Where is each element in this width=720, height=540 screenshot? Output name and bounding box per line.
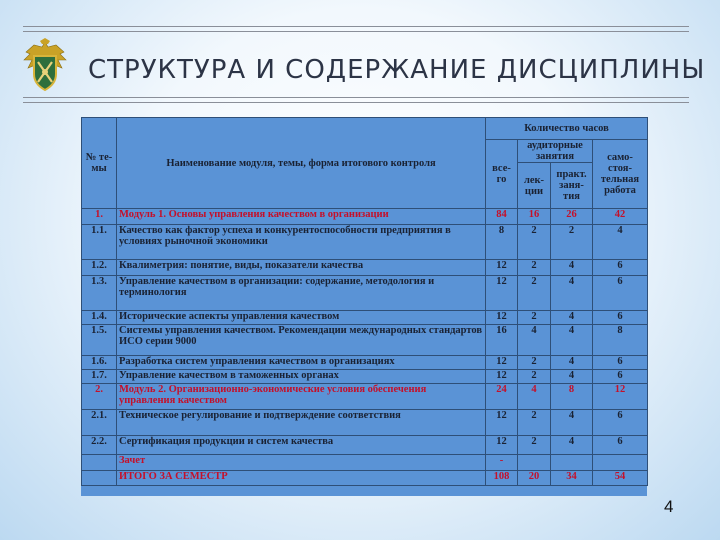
row-number: 1.3. [82, 276, 117, 311]
course-table [81, 117, 648, 486]
row-title: Качество как фактор успеха и конкурентоспособности предприятия в условиях рыночной экономики [117, 225, 486, 260]
row-number: 1.4. [82, 311, 117, 325]
row-self-study-hours [593, 455, 648, 471]
row-title: Системы управления качеством. Рекомендации международных стандартов ИСО серии 9000 [117, 325, 486, 356]
row-total-hours: 12 [486, 436, 518, 455]
row-lecture-hours: 2 [518, 276, 551, 311]
row-number: 1.7. [82, 370, 117, 384]
emblem-logo [20, 38, 70, 94]
table-row [82, 436, 648, 455]
row-total-hours: 84 [486, 209, 518, 225]
row-title: ИТОГО ЗА СЕМЕСТР [117, 471, 486, 486]
row-self-study-hours: 6 [593, 410, 648, 436]
row-number: 1.6. [82, 356, 117, 370]
top-rule-2 [23, 31, 689, 32]
row-lecture-hours: 4 [518, 384, 551, 410]
table-row [82, 356, 648, 370]
header-name: Наименование модуля, темы, форма итогового контроля [117, 118, 486, 209]
row-self-study-hours: 4 [593, 225, 648, 260]
row-lecture-hours: 2 [518, 356, 551, 370]
row-lecture-hours: 20 [518, 471, 551, 486]
row-number: 1.5. [82, 325, 117, 356]
row-practice-hours: 4 [551, 356, 593, 370]
row-self-study-hours: 42 [593, 209, 648, 225]
row-lecture-hours: 2 [518, 311, 551, 325]
row-practice-hours: 26 [551, 209, 593, 225]
table-row [82, 410, 648, 436]
row-title: Сертификация продукции и систем качества [117, 436, 486, 455]
row-practice-hours: 8 [551, 384, 593, 410]
row-number: 2.2. [82, 436, 117, 455]
row-practice-hours: 4 [551, 325, 593, 356]
table-row [82, 311, 648, 325]
header-auditory: аудиторные занятия [518, 140, 593, 163]
row-title: Зачет [117, 455, 486, 471]
row-number: 1. [82, 209, 117, 225]
course-structure-table [81, 117, 647, 496]
row-lecture-hours [518, 455, 551, 471]
row-total-hours: 12 [486, 260, 518, 276]
row-practice-hours: 4 [551, 370, 593, 384]
row-total-hours: 108 [486, 471, 518, 486]
row-number [82, 471, 117, 486]
row-practice-hours: 34 [551, 471, 593, 486]
row-practice-hours: 4 [551, 276, 593, 311]
table-row [82, 209, 648, 225]
row-number: 2.1. [82, 410, 117, 436]
row-total-hours: 16 [486, 325, 518, 356]
row-total-hours: 12 [486, 276, 518, 311]
row-title: Техническое регулирование и подтверждение соответствия [117, 410, 486, 436]
table-row [82, 260, 648, 276]
table-row [82, 471, 648, 486]
row-title: Управление качеством в таможенных органах [117, 370, 486, 384]
table-row [82, 455, 648, 471]
row-title: Модуль 2. Организационно-экономические условия обеспечения управления качеством [117, 384, 486, 410]
row-number: 2. [82, 384, 117, 410]
header-practice: практ. заня- тия [551, 163, 593, 209]
row-number: 1.1. [82, 225, 117, 260]
row-lecture-hours: 4 [518, 325, 551, 356]
row-practice-hours: 4 [551, 436, 593, 455]
row-self-study-hours: 8 [593, 325, 648, 356]
table-row [82, 325, 648, 356]
row-lecture-hours: 2 [518, 410, 551, 436]
table-row [82, 370, 648, 384]
page-number: 4 [664, 497, 674, 516]
header-total: все- го [486, 140, 518, 209]
row-lecture-hours: 2 [518, 260, 551, 276]
row-lecture-hours: 2 [518, 370, 551, 384]
row-lecture-hours: 2 [518, 225, 551, 260]
row-total-hours: 12 [486, 410, 518, 436]
row-self-study-hours: 6 [593, 311, 648, 325]
row-title: Разработка систем управления качеством в организациях [117, 356, 486, 370]
row-number [82, 455, 117, 471]
top-rule-1 [23, 26, 689, 27]
header-lectures: лек- ции [518, 163, 551, 209]
row-self-study-hours: 12 [593, 384, 648, 410]
header-number: № те- мы [82, 118, 117, 209]
row-self-study-hours: 6 [593, 436, 648, 455]
table-row [82, 276, 648, 311]
row-practice-hours: 4 [551, 260, 593, 276]
table-row [82, 384, 648, 410]
row-lecture-hours: 2 [518, 436, 551, 455]
row-total-hours: 12 [486, 370, 518, 384]
header-hours: Количество часов [486, 118, 648, 140]
row-practice-hours: 4 [551, 311, 593, 325]
row-total-hours: 8 [486, 225, 518, 260]
table-row [82, 225, 648, 260]
row-title: Квалиметрия: понятие, виды, показатели качества [117, 260, 486, 276]
row-practice-hours: 4 [551, 410, 593, 436]
row-total-hours: 12 [486, 356, 518, 370]
row-total-hours: 12 [486, 311, 518, 325]
row-number: 1.2. [82, 260, 117, 276]
row-self-study-hours: 54 [593, 471, 648, 486]
row-title: Исторические аспекты управления качеством [117, 311, 486, 325]
row-practice-hours [551, 455, 593, 471]
title-rule-1 [23, 97, 689, 98]
title-rule-2 [23, 102, 689, 103]
row-self-study-hours: 6 [593, 276, 648, 311]
row-title: Модуль 1. Основы управления качеством в организации [117, 209, 486, 225]
slide-title: СТРУКТУРА И СОДЕРЖАНИЕ ДИСЦИПЛИНЫ [88, 55, 706, 85]
row-total-hours: - [486, 455, 518, 471]
row-practice-hours: 2 [551, 225, 593, 260]
row-self-study-hours: 6 [593, 370, 648, 384]
header-self-study: само- стоя- тельная работа [593, 140, 648, 209]
row-total-hours: 24 [486, 384, 518, 410]
row-lecture-hours: 16 [518, 209, 551, 225]
row-title: Управление качеством в организации: содержание, методология и терминология [117, 276, 486, 311]
row-self-study-hours: 6 [593, 356, 648, 370]
row-self-study-hours: 6 [593, 260, 648, 276]
